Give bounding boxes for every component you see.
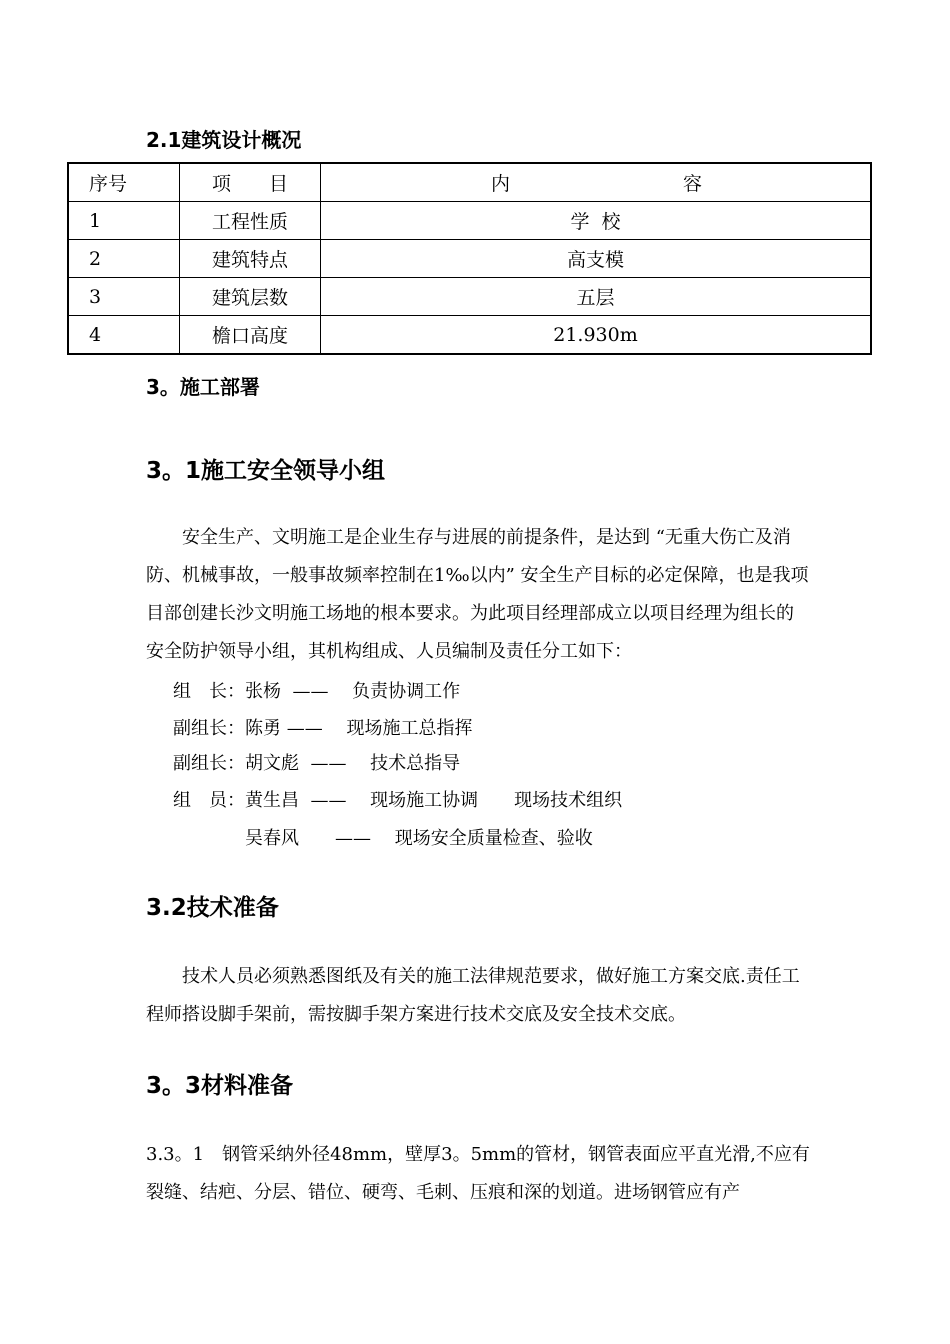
- team-member: 吴春风 —— 现场安全质量检查、验收: [245, 828, 593, 849]
- section-3-title: 3。施工部署: [146, 375, 260, 399]
- table-row: [68, 278, 871, 316]
- section-3-1-paragraph: 安全生产、文明施工是企业生存与进展的前提条件，是达到 “无重大伤亡及消防、机械事故，一般事故频率控制在1‰以内” 安全生产目标的必定保障，也是我项目部创建长沙文明施工场地的根本要求。为此项目经理部成立以项目经理为组长的安全防护领导小组，其机构组成、人员编制及责任分工如下：: [146, 527, 809, 662]
- table-cell: 2: [68, 240, 180, 278]
- team-member: 组 员：黄生昌 —— 现场施工协调 现场技术组织: [173, 790, 623, 811]
- table-row: [68, 240, 871, 278]
- table-cell: 五层: [321, 278, 872, 316]
- section-3-2-title: 3.2技术准备: [146, 895, 279, 921]
- table-cell: 高支模: [321, 240, 872, 278]
- table-row: [68, 202, 871, 240]
- team-member-deputy: 副组长：陈勇 —— 现场施工总指挥: [173, 718, 473, 739]
- section-2-1-title: 2.1建筑设计概况: [146, 128, 302, 152]
- table-cell: 21.930m: [321, 316, 872, 355]
- section-3-2-paragraph: 技术人员必须熟悉图纸及有关的施工法律规范要求，做好施工方案交底.责任工程师搭设脚手架前，需按脚手架方案进行技术交底及安全技术交底。: [146, 966, 800, 1025]
- table-cell: 4: [68, 316, 180, 355]
- section-3-1-title: 3。1施工安全领导小组: [146, 458, 386, 484]
- table-header-row: [68, 163, 871, 202]
- table-cell: 3: [68, 278, 180, 316]
- section-3-3-paragraph: 3.3。1 钢管采纳外径48mm，壁厚3。5mm的管材，钢管表面应平直光滑,不应有裂缝、结疤、分层、错位、硬弯、毛刺、压痕和深的划道。进场钢管应有产: [146, 1144, 810, 1203]
- table-header-cell: 内: [491, 173, 511, 195]
- table-cell: 建筑特点: [180, 240, 321, 278]
- table-cell: 檐口高度: [180, 316, 321, 355]
- team-member-leader: 组 长：张杨 —— 负责协调工作: [173, 681, 461, 702]
- table-cell: 建筑层数: [180, 278, 321, 316]
- table-header-cell: 容: [682, 173, 702, 195]
- table-cell: 工程性质: [180, 202, 321, 240]
- team-member-deputy: 副组长：胡文彪 —— 技术总指导: [173, 753, 461, 774]
- table-cell: 学 校: [321, 202, 872, 240]
- table-row: [68, 316, 871, 355]
- table-header-cell: 项 目: [180, 163, 321, 202]
- table-cell: 1: [68, 202, 180, 240]
- building-design-table: [67, 162, 872, 355]
- section-3-3-title: 3。3材料准备: [146, 1073, 294, 1099]
- table-header-content: [321, 163, 872, 202]
- table-header-cell: 序号: [68, 163, 180, 202]
